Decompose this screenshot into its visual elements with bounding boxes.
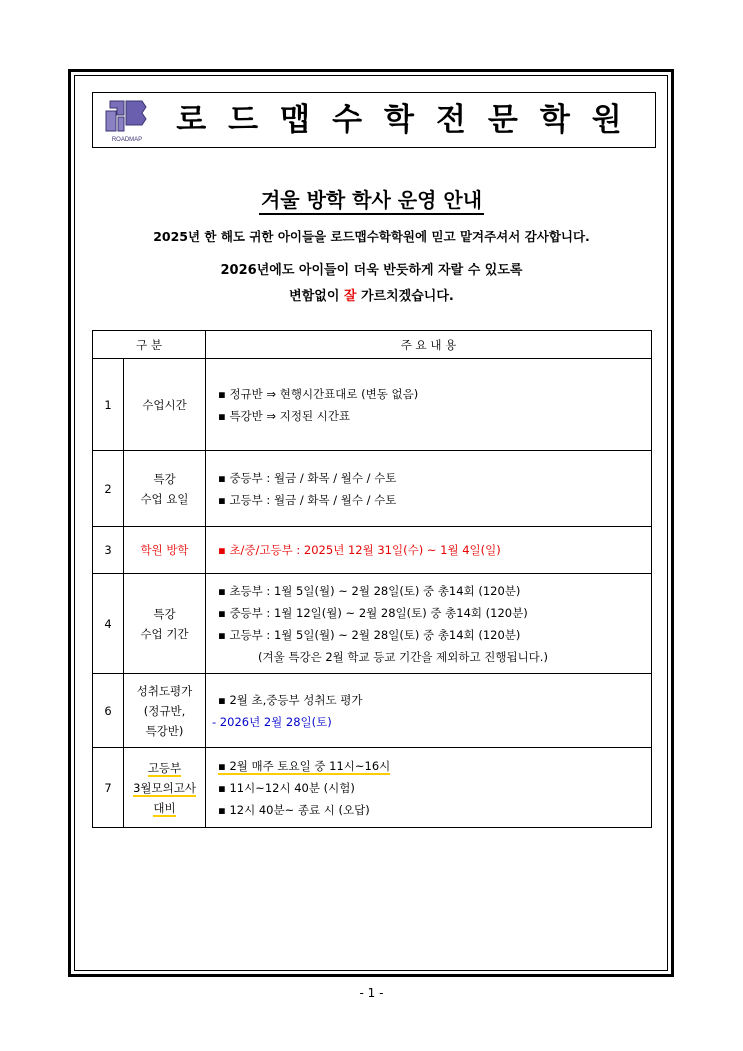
header-category: 구 분: [93, 331, 206, 359]
content-note: (겨울 특강은 2월 학교 등교 기간을 제외하고 진행됩니다.): [258, 649, 548, 664]
page-title: [0, 184, 743, 213]
content-line: ▪ 특강반 ⇒ 지정된 시간표: [218, 408, 351, 423]
content-line: ▪ 고등부 : 월금 / 화목 / 월수 / 수토: [218, 492, 397, 507]
row-category: [124, 574, 206, 674]
category-line: 학원 방학: [140, 543, 189, 557]
row-number: 7: [93, 748, 124, 828]
logo-text: ROADMAP: [111, 137, 143, 143]
intro-line-3-after: 가르치겠습니다.: [356, 289, 454, 304]
row-number: 1: [93, 359, 124, 451]
table-row: [93, 359, 652, 451]
content-line: ▪ 12시 40분~ 종료 시 (오답): [218, 802, 370, 817]
intro-line-2: 2026년에도 아이들이 더욱 반듯하게 자랄 수 있도록: [220, 263, 523, 278]
row-content: [206, 451, 652, 527]
content-line: ▪ 초/중/고등부 : 2025년 12월 31일(수) ~ 1월 4일(일): [218, 543, 501, 557]
row-number: 4: [93, 574, 124, 674]
table-row: [93, 451, 652, 527]
table-row: [93, 574, 652, 674]
row-content: [206, 359, 652, 451]
header-content: 주 요 내 용: [206, 331, 652, 359]
content-line: ▪ 11시~12시 40분 (시험): [218, 780, 355, 795]
row-content: [206, 574, 652, 674]
table-row: [93, 674, 652, 748]
category-line: 특강: [153, 606, 176, 621]
content-line: ▪ 중등부 : 월금 / 화목 / 월수 / 수토: [218, 470, 397, 485]
category-line: 수업 기간: [140, 626, 189, 641]
page-title-text: 겨울 방학 학사 운영 안내: [259, 188, 484, 215]
row-category: [124, 451, 206, 527]
page-number: - 1 -: [359, 986, 384, 1000]
row-number: 3: [93, 527, 124, 574]
row-number: 2: [93, 451, 124, 527]
row-category: [124, 359, 206, 451]
intro-line-3-highlight: 잘: [343, 289, 357, 304]
table-row: [93, 748, 652, 828]
intro-line-1: 2025년 한 해도 귀한 아이들을 로드맵수학학원에 믿고 맡겨주셔서 감사합니다.: [153, 229, 590, 244]
date-line: - 2026년 2월 28일(토): [212, 714, 332, 729]
category-line: 3월모의고사: [133, 780, 196, 795]
category-line: 특강: [153, 471, 176, 486]
row-category: [124, 527, 206, 574]
academy-name: 로드맵수학전문학원: [176, 102, 644, 138]
table-header-row: [93, 331, 652, 359]
content-line: ▪ 초등부 : 1월 5일(월) ~ 2월 28일(토) 중 총14회 (120분): [218, 583, 521, 598]
category-line: 특강반): [145, 723, 184, 738]
content-line: ▪ 고등부 : 1월 5일(월) ~ 2월 28일(토) 중 총14회 (120분): [218, 627, 521, 642]
content-line: ▪ 2월 초,중등부 성취도 평가: [218, 692, 363, 707]
row-content: [206, 748, 652, 828]
intro-line-3-before: 변함없이: [289, 289, 344, 304]
content-line: ▪ 2월 매주 토요일 중 11시~16시: [218, 758, 391, 773]
row-content: [206, 527, 652, 574]
academy-logo: [100, 95, 154, 145]
row-content: [206, 674, 652, 748]
intro-line-3: [0, 285, 743, 304]
category-line: 대비: [153, 800, 176, 815]
category-line: 성취도평가: [136, 683, 193, 698]
category-line: 수업시간: [142, 397, 187, 412]
category-line: 수업 요일: [140, 491, 189, 506]
table-row: [93, 527, 652, 574]
content-line: ▪ 중등부 : 1월 12일(월) ~ 2월 28일(토) 중 총14회 (120분): [218, 605, 528, 620]
content-line: ▪ 정규반 ⇒ 현행시간표대로 (변동 없음): [218, 386, 419, 401]
category-line: (정규반,: [143, 703, 186, 718]
row-category: [124, 748, 206, 828]
schedule-table: [92, 330, 652, 828]
row-number: 6: [93, 674, 124, 748]
row-category: [124, 674, 206, 748]
category-line: 고등부: [147, 760, 182, 775]
